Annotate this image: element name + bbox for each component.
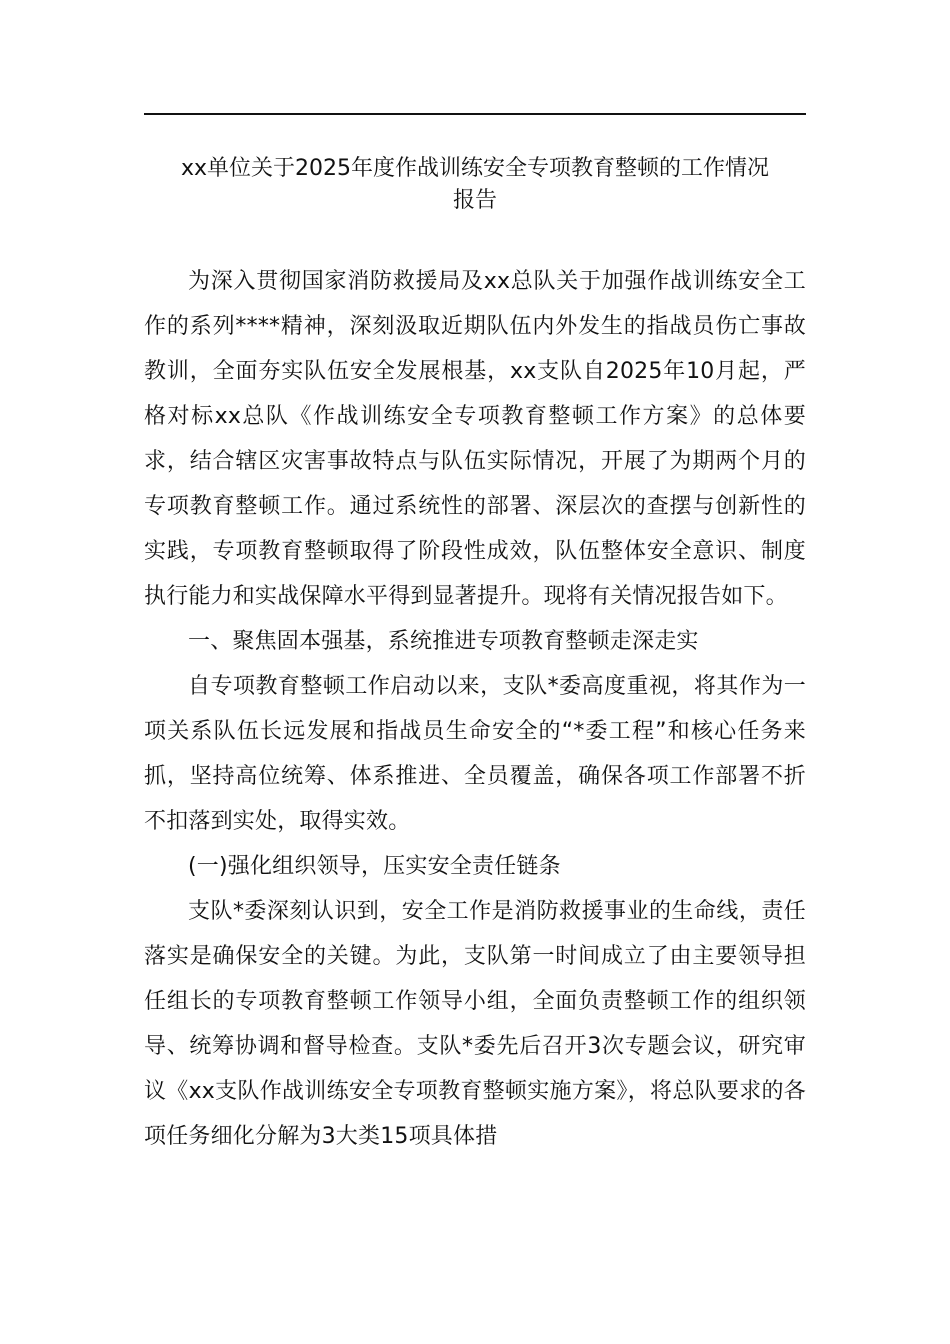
document-body (144, 259, 806, 1159)
section-1-paragraph: 自专项教育整顿工作启动以来，支队*委高度重视，将其作为一项关系队伍长远发展和指战员生命安全的“*委工程”和核心任务来抓，坚持高位统筹、体系推进、全员覆盖，确保各项工作部署不折不扣落到实处，取得实效。 (144, 674, 806, 834)
section-heading-1: 一、聚焦固本强基，系统推进专项教育整顿走深走实 (188, 629, 699, 654)
intro-paragraph: 为深入贯彻国家消防救援局及xx总队关于加强作战训练安全工作的系列****精神，深刻汲取近期队伍内外发生的指战员伤亡事故教训，全面夯实队伍安全发展根基，xx支队自2025年10月起，严格对标xx总队《作战训练安全专项教育整顿工作方案》的总体要求，结合辖区灾害事故特点与队伍实际情况，开展了为期两个月的专项教育整顿工作。通过系统性的部署、深层次的查摆与创新性的实践，专项教育整顿取得了阶段性成效，队伍整体安全意识、制度执行能力和实战保障水平得到显著提升。现将有关情况报告如下。 (144, 269, 806, 609)
subsection-1-paragraph: 支队*委深刻认识到，安全工作是消防救援事业的生命线，责任落实是确保安全的关键。为此，支队第一时间成立了由主要领导担任组长的专项教育整顿工作领导小组，全面负责整顿工作的组织领导、统筹协调和督导检查。支队*委先后召开3次专题会议，研究审议《xx支队作战训练安全专项教育整顿实施方案》，将总队要求的各项任务细化分解为3大类15项具体措 (144, 899, 806, 1149)
title-line-2: 报告 (452, 188, 497, 213)
document-title (144, 153, 806, 217)
subsection-heading-1: (一)强化组织领导，压实安全责任链条 (188, 854, 561, 879)
title-line-1: xx单位关于2025年度作战训练安全专项教育整顿的工作情况 (180, 156, 770, 181)
header-rule (144, 113, 806, 115)
